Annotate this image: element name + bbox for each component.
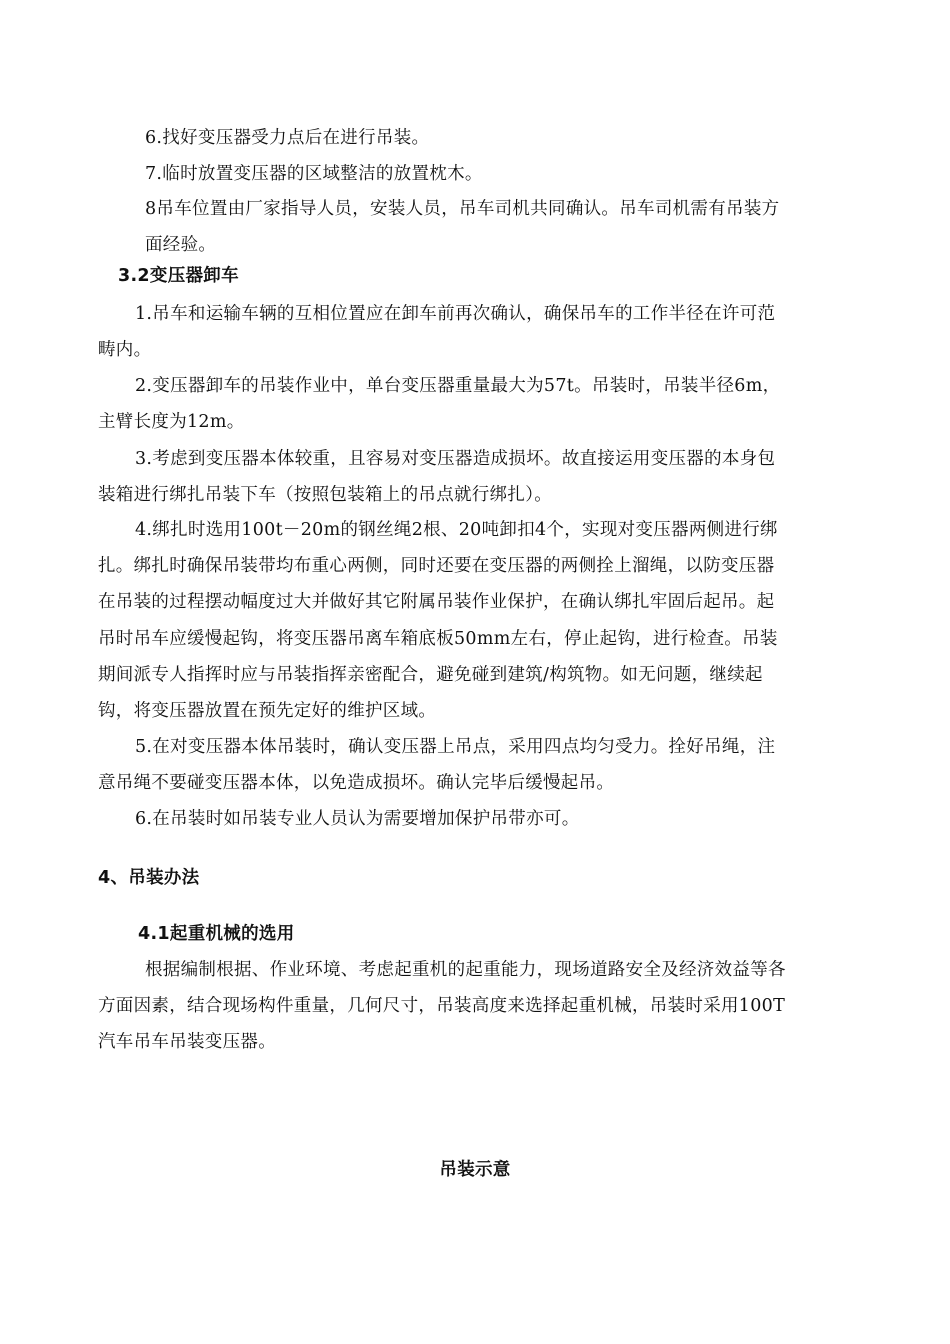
item-8-continued: 面经验。 [145, 235, 217, 255]
item-8: 8吊车位置由厂家指导人员，安装人员，吊车司机共同确认。吊车司机需有吊装方 [145, 199, 780, 219]
s32-line-6: 装箱进行绑扎吊装下车（按照包装箱上的吊点就行绑扎）。 [98, 485, 553, 505]
s41-line-3: 汽车吊车吊装变压器。 [98, 1032, 276, 1052]
s32-line-9: 在吊装的过程摆动幅度过大并做好其它附属吊装作业保护，在确认绑扎牢固后起吊。起 [98, 592, 775, 612]
s32-line-4: 主臂长度为12m。 [98, 412, 245, 432]
item-6: 6.找好变压器受力点后在进行吊装。 [145, 128, 430, 148]
s32-line-14: 意吊绳不要碰变压器本体，以免造成损坏。确认完毕后缓慢起吊。 [98, 773, 615, 793]
s32-line-2: 畴内。 [98, 340, 152, 360]
s32-line-10: 吊时吊车应缓慢起钩，将变压器吊离车箱底板50mm左右，停止起钩，进行检查。吊装 [98, 629, 778, 649]
s32-line-8: 扎。绑扎时确保吊装带均布重心两侧，同时还要在变压器的两侧拴上溜绳，以防变压器 [98, 556, 775, 576]
figure-caption: 吊装示意 [439, 1160, 511, 1180]
section-3-2-heading: 3.2变压器卸车 [118, 266, 239, 286]
s32-line-1: 1.吊车和运输车辆的互相位置应在卸车前再次确认，确保吊车的工作半径在许可范 [135, 304, 776, 324]
section-4-1-heading: 4.1起重机械的选用 [138, 924, 295, 944]
s32-line-7: 4.绑扎时选用100t－20m的钢丝绳2根、20吨卸扣4个，实现对变压器两侧进行绑 [135, 520, 778, 540]
s32-line-12: 钩，将变压器放置在预先定好的维护区域。 [98, 701, 437, 721]
s41-line-2: 方面因素，结合现场构件重量，几何尺寸，吊装高度来选择起重机械，吊装时采用100T [98, 996, 786, 1016]
s32-line-15: 6.在吊装时如吊装专业人员认为需要增加保护吊带亦可。 [135, 809, 580, 829]
s32-line-5: 3.考虑到变压器本体较重，且容易对变压器造成损坏。故直接运用变压器的本身包 [135, 449, 776, 469]
s32-line-3: 2.变压器卸车的吊装作业中，单台变压器重量最大为57t。吊装时，吊装半径6m， [135, 376, 781, 396]
s41-line-1: 根据编制根据、作业环境、考虑起重机的起重能力，现场道路安全及经济效益等各 [145, 960, 786, 980]
s32-line-13: 5.在对变压器本体吊装时，确认变压器上吊点，采用四点均匀受力。拴好吊绳，注 [135, 737, 776, 757]
section-4-heading: 4、吊装办法 [98, 868, 200, 888]
item-7: 7.临时放置变压器的区域整洁的放置枕木。 [145, 164, 483, 184]
s32-line-11: 期间派专人指挥时应与吊装指挥亲密配合，避免碰到建筑/构筑物。如无问题，继续起 [98, 665, 763, 685]
